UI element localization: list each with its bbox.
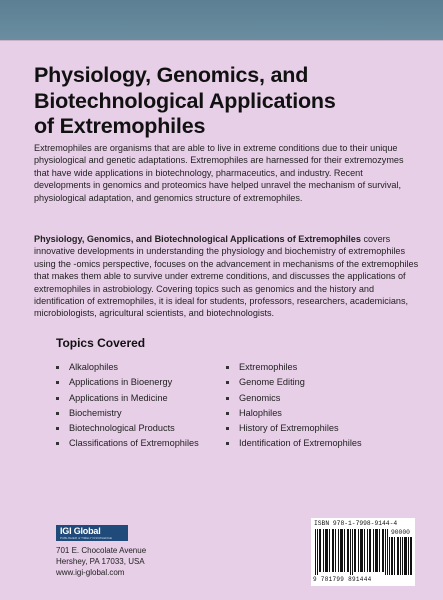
title-line: Biotechnological Applications: [34, 88, 336, 113]
bullet-icon: [56, 442, 59, 445]
topic-item: [226, 375, 362, 390]
topic-label: Alkalophiles: [69, 362, 119, 372]
publisher-logo-text: IGI Global: [60, 526, 101, 536]
barcode-panel: [311, 518, 415, 586]
description-paragraph-2: [34, 233, 420, 320]
top-color-band: [0, 0, 443, 40]
topic-label: Biotechnological Products: [69, 423, 175, 434]
bullet-icon: [56, 427, 59, 430]
barcode-addon-icon: [389, 537, 413, 575]
bullet-icon: [226, 381, 229, 384]
top-divider: [0, 40, 443, 41]
publisher-logo-tagline: PUBLISHER of TIMELY KNOWLEDGE: [60, 536, 113, 540]
bullet-icon: [56, 412, 59, 415]
topic-item: [226, 360, 362, 375]
publisher-address: [56, 546, 146, 578]
topic-label: Biochemistry: [69, 407, 122, 418]
topic-label: Applications in Bioenergy: [69, 377, 173, 388]
topic-label: Genomics: [239, 392, 281, 403]
topic-item: [226, 391, 362, 406]
bullet-icon: [226, 366, 229, 369]
topics-heading: Topics Covered: [56, 336, 146, 350]
topics-list-left: [56, 360, 199, 452]
bullet-icon: [56, 397, 59, 400]
title-line: of Extremophiles: [34, 114, 206, 138]
topic-label: Halophiles: [239, 407, 282, 418]
topic-item: [56, 406, 199, 421]
topic-label: History of Extremophiles: [239, 423, 339, 434]
barcode-number: 9 781799 891444: [313, 576, 372, 583]
description-paragraph-1: Extremophiles are organisms that are able to live in extreme conditions due to their unique physiological and genetic adaptations. Extremophiles are harnessed for their extremozymes that have wide applications in biotechnology, pharmaceutics, and industry. Recent developments in genomics and proteomics have helped unravel the mechanism of survival, physiological adaptation, and genomics structure of extremophiles.: [34, 143, 404, 203]
barcode-icon: [314, 529, 388, 575]
topic-label: Genome Editing: [239, 377, 305, 388]
topic-item: [56, 375, 199, 390]
topic-label: Identification of Extremophiles: [239, 438, 362, 449]
topic-item: [56, 360, 199, 375]
bullet-icon: [56, 381, 59, 384]
paragraph-2-text: covers innovative developments in understanding the physiology and biochemistry of extremophiles using the -omics perspective, focuses on the advancement in mechanisms of the extremophiles that makes them able to survive under extreme conditions, and discusses the applications of extremophiles in astrobiology. Covering topics such as genomics and the history and identification of extremophiles, it is ideal for students, professors, researchers, academicians, microbiologists, agricultural scientists, and biotechnologists.: [34, 234, 419, 319]
topic-item: [56, 436, 199, 451]
topic-label: Extremophiles: [239, 362, 298, 372]
publisher-website-link[interactable]: www.igi-global.com: [56, 567, 125, 577]
publisher-logo: [56, 525, 128, 541]
title-line: Physiology, Genomics, and: [34, 63, 309, 87]
topic-item: [226, 406, 362, 421]
isbn-label: ISBN 978-1-7998-9144-4: [314, 520, 398, 527]
topic-label: Classifications of Extremophiles: [69, 438, 199, 449]
topic-item: [226, 436, 362, 451]
book-title: [34, 63, 414, 140]
bullet-icon: [226, 442, 229, 445]
topic-label: Applications in Medicine: [69, 392, 168, 403]
address-line: Hershey, PA 17033, USA: [56, 556, 145, 566]
address-line: 701 E. Chocolate Avenue: [56, 546, 147, 555]
topic-item: [56, 421, 199, 436]
bullet-icon: [226, 397, 229, 400]
barcode-addon-number: 90000: [391, 529, 410, 536]
topic-item: [56, 391, 199, 406]
topics-list-right: [226, 360, 362, 452]
bullet-icon: [56, 366, 59, 369]
book-title-inline: Physiology, Genomics, and Biotechnological Applications of Extremophiles: [34, 234, 361, 244]
bullet-icon: [226, 412, 229, 415]
bullet-icon: [226, 427, 229, 430]
topic-item: [226, 421, 362, 436]
